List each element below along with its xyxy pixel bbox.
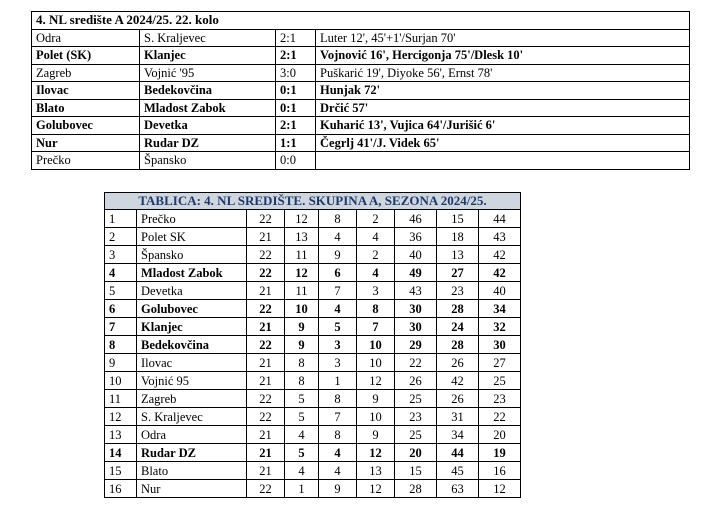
points: 25 [479,372,521,390]
wins: 4 [285,462,319,480]
team-name: Blato [137,462,247,480]
wins: 5 [285,444,319,462]
match-score: 2:1 [276,47,316,65]
away-team: S. Kraljevec [140,29,276,47]
losses: 7 [357,318,395,336]
team-name: Ilovac [137,354,247,372]
away-team: Mladost Zabok [140,99,276,117]
draws: 5 [319,318,357,336]
team-name: Odra [137,426,247,444]
position: 14 [105,444,137,462]
played: 22 [247,300,285,318]
goals-against: 44 [437,444,479,462]
points: 44 [479,210,521,228]
match-row [32,99,690,117]
points: 42 [479,264,521,282]
losses: 2 [357,210,395,228]
standings-row [105,444,521,462]
standings-row [105,336,521,354]
position: 1 [105,210,137,228]
points: 12 [479,480,521,498]
results-body [32,12,690,170]
played: 21 [247,426,285,444]
wins: 10 [285,300,319,318]
points: 34 [479,300,521,318]
draws: 6 [319,264,357,282]
home-team: Prečko [32,152,140,170]
losses: 13 [357,462,395,480]
match-row [32,29,690,47]
losses: 4 [357,264,395,282]
match-row [32,152,690,170]
results-table [31,11,690,170]
team-name: Devetka [137,282,247,300]
results-title-row [32,12,690,30]
draws: 9 [319,480,357,498]
wins: 8 [285,372,319,390]
team-name: Zagreb [137,390,247,408]
losses: 10 [357,408,395,426]
losses: 12 [357,444,395,462]
draws: 7 [319,282,357,300]
position: 2 [105,228,137,246]
points: 30 [479,336,521,354]
draws: 3 [319,336,357,354]
away-team: Rudar DZ [140,134,276,152]
team-name: S. Kraljevec [137,408,247,426]
standings-row [105,210,521,228]
match-score: 3:0 [276,64,316,82]
away-team: Klanjec [140,47,276,65]
played: 21 [247,372,285,390]
standings-table [104,192,521,498]
position: 10 [105,372,137,390]
goals-for: 43 [395,282,437,300]
goals-for: 28 [395,480,437,498]
team-name: Prečko [137,210,247,228]
played: 21 [247,318,285,336]
played: 22 [247,480,285,498]
losses: 9 [357,390,395,408]
played: 22 [247,264,285,282]
goals-against: 26 [437,390,479,408]
team-name: Polet SK [137,228,247,246]
losses: 3 [357,282,395,300]
match-row [32,64,690,82]
goals-for: 30 [395,300,437,318]
points: 22 [479,408,521,426]
team-name: Vojnić 95 [137,372,247,390]
match-row [32,82,690,100]
standings-row [105,246,521,264]
played: 22 [247,390,285,408]
goals-against: 13 [437,246,479,264]
home-team: Nur [32,134,140,152]
match-scorers: Drčić 57' [316,99,690,117]
goals-for: 36 [395,228,437,246]
away-team: Vojnić '95 [140,64,276,82]
played: 22 [247,408,285,426]
wins: 8 [285,354,319,372]
position: 13 [105,426,137,444]
away-team: Devetka [140,117,276,135]
points: 27 [479,354,521,372]
standings-row [105,264,521,282]
position: 8 [105,336,137,354]
losses: 9 [357,426,395,444]
played: 22 [247,246,285,264]
match-scorers: Hunjak 72' [316,82,690,100]
goals-against: 31 [437,408,479,426]
losses: 4 [357,228,395,246]
wins: 12 [285,264,319,282]
match-scorers: Vojnović 16', Hercigonja 75'/Dlesk 10' [316,47,690,65]
home-team: Golubovec [32,117,140,135]
goals-for: 25 [395,390,437,408]
standings-row [105,372,521,390]
standings-row [105,426,521,444]
losses: 12 [357,480,395,498]
match-scorers: Puškarić 19', Diyoke 56', Ernst 78' [316,64,690,82]
team-name: Klanjec [137,318,247,336]
match-row [32,47,690,65]
goals-against: 28 [437,300,479,318]
home-team: Odra [32,29,140,47]
team-name: Nur [137,480,247,498]
goals-against: 63 [437,480,479,498]
draws: 4 [319,444,357,462]
draws: 4 [319,462,357,480]
points: 20 [479,426,521,444]
goals-against: 15 [437,210,479,228]
points: 32 [479,318,521,336]
position: 4 [105,264,137,282]
position: 7 [105,318,137,336]
losses: 10 [357,354,395,372]
played: 21 [247,282,285,300]
points: 43 [479,228,521,246]
played: 21 [247,354,285,372]
results-title: 4. NL središte A 2024/25. 22. kolo [32,12,690,30]
position: 9 [105,354,137,372]
match-score: 2:1 [276,117,316,135]
position: 11 [105,390,137,408]
goals-against: 26 [437,354,479,372]
losses: 8 [357,300,395,318]
goals-against: 24 [437,318,479,336]
standings-row [105,480,521,498]
losses: 10 [357,336,395,354]
match-scorers: Kuharić 13', Vujica 64'/Jurišić 6' [316,117,690,135]
match-score: 0:0 [276,152,316,170]
points: 40 [479,282,521,300]
points: 23 [479,390,521,408]
standings-row [105,228,521,246]
match-score: 0:1 [276,82,316,100]
goals-for: 20 [395,444,437,462]
match-scorers: Luter 12', 45'+1'/Surjan 70' [316,29,690,47]
points: 16 [479,462,521,480]
draws: 7 [319,408,357,426]
goals-for: 22 [395,354,437,372]
draws: 9 [319,246,357,264]
played: 21 [247,444,285,462]
standings-row [105,408,521,426]
draws: 4 [319,228,357,246]
standings-row [105,462,521,480]
wins: 5 [285,408,319,426]
wins: 11 [285,282,319,300]
standings-row [105,300,521,318]
played: 21 [247,462,285,480]
draws: 4 [319,300,357,318]
match-scorers [316,152,690,170]
wins: 4 [285,426,319,444]
draws: 8 [319,390,357,408]
goals-for: 25 [395,426,437,444]
position: 16 [105,480,137,498]
draws: 8 [319,210,357,228]
home-team: Ilovac [32,82,140,100]
position: 6 [105,300,137,318]
standings-title: TABLICA: 4. NL SREDIŠTE. SKUPINA A, SEZONA 2024/25. [105,193,521,210]
position: 15 [105,462,137,480]
match-scorers: Čegrlj 41'/J. Videk 65' [316,134,690,152]
losses: 2 [357,246,395,264]
home-team: Zagreb [32,64,140,82]
draws: 8 [319,426,357,444]
home-team: Polet (SK) [32,47,140,65]
wins: 9 [285,336,319,354]
position: 12 [105,408,137,426]
goals-against: 42 [437,372,479,390]
match-score: 1:1 [276,134,316,152]
played: 22 [247,210,285,228]
goals-against: 18 [437,228,479,246]
goals-against: 45 [437,462,479,480]
match-score: 2:1 [276,29,316,47]
goals-against: 28 [437,336,479,354]
goals-for: 15 [395,462,437,480]
draws: 1 [319,372,357,390]
goals-for: 40 [395,246,437,264]
goals-against: 27 [437,264,479,282]
wins: 11 [285,246,319,264]
match-row [32,134,690,152]
position: 3 [105,246,137,264]
wins: 1 [285,480,319,498]
standings-body [105,193,521,498]
points: 42 [479,246,521,264]
team-name: Mladost Zabok [137,264,247,282]
wins: 13 [285,228,319,246]
points: 19 [479,444,521,462]
goals-for: 49 [395,264,437,282]
team-name: Rudar DZ [137,444,247,462]
standings-title-row [105,193,521,210]
away-team: Špansko [140,152,276,170]
played: 21 [247,228,285,246]
team-name: Špansko [137,246,247,264]
home-team: Blato [32,99,140,117]
standings-row [105,390,521,408]
standings-row [105,282,521,300]
away-team: Bedekovčina [140,82,276,100]
wins: 5 [285,390,319,408]
position: 5 [105,282,137,300]
losses: 12 [357,372,395,390]
goals-against: 23 [437,282,479,300]
match-row [32,117,690,135]
goals-for: 30 [395,318,437,336]
wins: 9 [285,318,319,336]
wins: 12 [285,210,319,228]
match-score: 0:1 [276,99,316,117]
team-name: Bedekovčina [137,336,247,354]
goals-for: 23 [395,408,437,426]
goals-for: 46 [395,210,437,228]
played: 22 [247,336,285,354]
standings-row [105,354,521,372]
draws: 3 [319,354,357,372]
standings-row [105,318,521,336]
goals-for: 26 [395,372,437,390]
goals-against: 34 [437,426,479,444]
team-name: Golubovec [137,300,247,318]
goals-for: 29 [395,336,437,354]
